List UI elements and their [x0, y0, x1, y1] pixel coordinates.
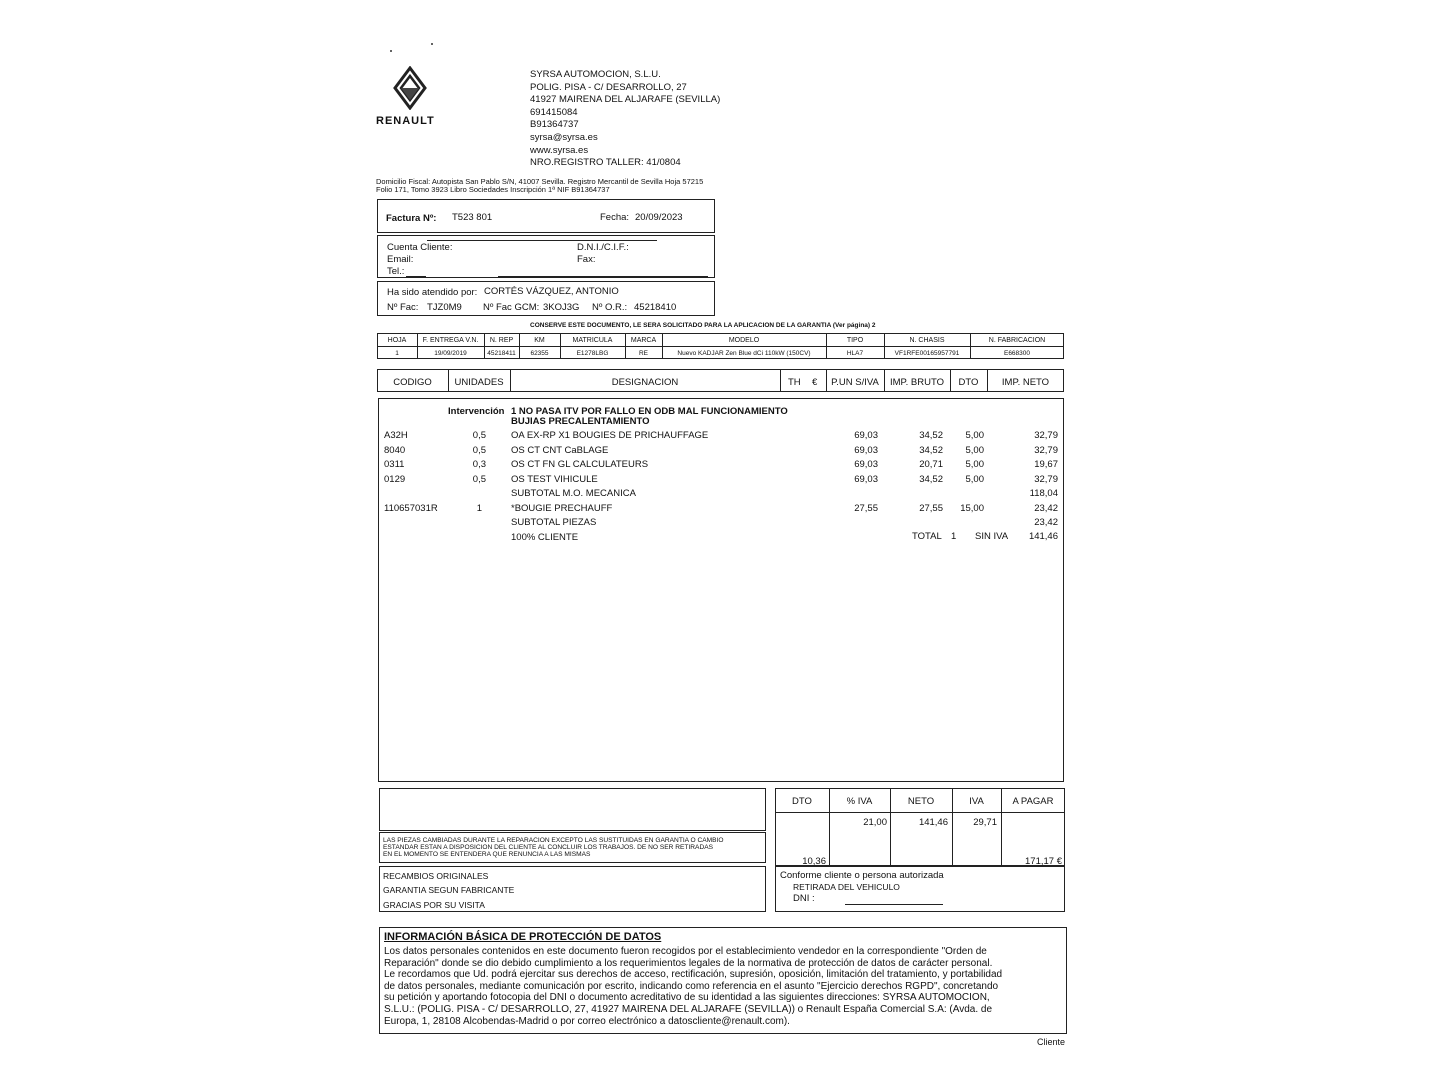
- row-neto: 23,42: [1034, 503, 1058, 514]
- row-units: 0,5: [472, 430, 486, 441]
- header-neto: IMP. NETO: [1001, 377, 1050, 388]
- vehicle-header-entrega: F. ENTREGA V.N.: [422, 337, 479, 344]
- totals-iva: 29,71: [973, 817, 997, 828]
- vehicle-header-hoja: HOJA: [387, 337, 407, 344]
- vehicle-marca: RE: [638, 350, 649, 357]
- vehicle-tipo: HLA7: [846, 350, 864, 357]
- row-pun: 69,03: [854, 430, 878, 441]
- totals-header-dto: DTO: [792, 796, 812, 807]
- company-line: B91364737: [530, 119, 579, 131]
- factura-number: T523 801: [452, 212, 493, 223]
- privacy-line: Los datos personales contenidos en este documento fueron recogidos por el establecimiento vendedor en la correspondiente "Orden de: [384, 946, 987, 957]
- row-neto: 32,79: [1034, 430, 1058, 441]
- brand-name: RENAULT: [376, 115, 435, 127]
- totals-header-a-pagar: A PAGAR: [1012, 796, 1054, 807]
- row-units: 0,5: [472, 474, 486, 485]
- vehicle-header-km: KM: [534, 337, 545, 344]
- header-codigo: CODIGO: [393, 377, 432, 388]
- row-desc: OS CT CNT CaBLAGE: [511, 445, 609, 456]
- totals-header-neto: NETO: [907, 796, 935, 807]
- nfac-value: TJZ0M9: [427, 302, 462, 313]
- row-code: A32H: [384, 430, 408, 441]
- scan-speck: [431, 43, 433, 45]
- vehicle-header-tipo: TIPO: [846, 337, 864, 344]
- company-line: 41927 MAIRENA DEL ALJARAFE (SEVILLA): [530, 94, 721, 106]
- privacy-line: Europa, 1, 28108 Alcobendas-Madrid o por correo electrónico a datoscliente@renault.com).: [384, 1015, 790, 1027]
- row-desc: OS TEST VIHICULE: [511, 474, 598, 485]
- row-neto: 32,79: [1034, 445, 1058, 456]
- row-neto: 32,79: [1034, 474, 1058, 485]
- header-designacion: DESIGNACION: [611, 377, 679, 388]
- or-label: Nº O.R.:: [592, 302, 628, 313]
- header-pun: P.UN S/IVA: [831, 377, 879, 388]
- row-units: 0,5: [472, 445, 486, 456]
- company-line: SYRSA AUTOMOCION, S.L.U.: [530, 69, 661, 80]
- row-dto: 5,00: [965, 459, 984, 470]
- privacy-line: S.L.U.: (POLIG. PISA - C/ DESARROLLO, 27, 41927 MAIRENA DEL ALJARAFE (SEVILLA)) o Renault España Comercial S.A: (Avda. de: [384, 1003, 993, 1015]
- vehicle-modelo: Nuevo KADJAR Zen Blue dCi 110kW (150CV): [677, 350, 811, 357]
- vehicle-header-nrep: N. REP: [489, 337, 514, 344]
- blank-notes-box: [379, 788, 766, 831]
- total-num: 1: [951, 531, 957, 542]
- attended-label: Ha sido atendido por:: [387, 287, 478, 298]
- factura-label: Factura Nº:: [386, 213, 437, 224]
- company-line: syrsa@syrsa.es: [530, 131, 598, 143]
- fax-label: Fax:: [577, 254, 596, 265]
- subtotal-mo-label: SUBTOTAL M.O. MECANICA: [511, 488, 636, 499]
- scan-speck: [390, 50, 392, 52]
- vehicle-nrep: 45218411: [487, 350, 516, 357]
- intervention-label: Intervención: [448, 406, 505, 417]
- renault-logo-icon: [391, 66, 429, 110]
- or-value: 45218410: [634, 302, 677, 313]
- row-desc: *BOUGIE PRECHAUFF: [511, 503, 613, 514]
- vehicle-entrega: 19/09/2019: [434, 350, 467, 357]
- header-dto: DTO: [958, 377, 979, 388]
- row-dto: 5,00: [965, 430, 984, 441]
- gcm-label: Nº Fac GCM:: [483, 302, 540, 313]
- piezas-note-line: EN EL MOMENTO SE ENTENDERA QUE RENUNCIA A LAS MISMAS: [383, 851, 591, 858]
- company-line: NRO.REGISTRO TALLER: 41/0804: [530, 157, 681, 169]
- row-bruto: 34,52: [919, 445, 943, 456]
- row-code: 110657031R: [384, 503, 438, 514]
- totals-a-pagar-value: 171,17 €: [1025, 856, 1062, 867]
- row-code: 0311: [384, 459, 405, 470]
- privacy-line: de datos personales, mediante comunicación por escrito, indicando como referencia en el asunto "Ejercicio derechos RGPD", concretando: [384, 980, 999, 992]
- row-desc: OA EX-RP X1 BOUGIES DE PRICHAUFFAGE: [511, 430, 709, 441]
- totals-dto-value: 10,36: [802, 856, 826, 867]
- row-pun: 69,03: [854, 474, 878, 485]
- row-bruto: 34,52: [919, 474, 943, 485]
- row-units: 1: [476, 503, 482, 514]
- totals-header-iva: IVA: [969, 796, 984, 807]
- email-label: Email:: [387, 254, 414, 265]
- nfac-label: Nº Fac:: [387, 302, 419, 313]
- vehicle-chasis: VF1RFE00165957791: [894, 350, 960, 357]
- company-line: 691415084: [530, 106, 578, 118]
- attended-name: CORTÉS VÁZQUEZ, ANTONIO: [484, 286, 619, 297]
- totals-header-line: [775, 812, 1065, 813]
- cliente-pct: 100% CLIENTE: [511, 532, 579, 543]
- vehicle-header-modelo: MODELO: [728, 337, 760, 344]
- gracias-visita: GRACIAS POR SU VISITA: [383, 900, 485, 910]
- vehicle-header-chasis: N. CHASIS: [909, 337, 945, 344]
- row-neto: 19,67: [1034, 459, 1058, 470]
- vehicle-hoja: 1: [395, 350, 399, 357]
- privacy-line: su petición y aportando fotocopia del DNI o documento acreditativo de su identidad a las siguientes direcciones: SYRSA AUTOMOCION,: [384, 992, 990, 1004]
- row-bruto: 20,71: [919, 459, 943, 470]
- vehicle-km: 62355: [530, 350, 549, 357]
- totals-header-iva-pct: % IVA: [846, 796, 873, 807]
- row-code: 0129: [384, 474, 406, 485]
- privacy-line: Le recordamos que Ud. podrá ejercitar sus derechos de acceso, rectificación, supresión, oposición, limitación del tratamiento, y portabilidad: [384, 969, 1003, 981]
- vehicle-fabricacion: E668300: [1003, 350, 1031, 357]
- intervention-text: 1 NO PASA ITV POR FALLO EN ODB MAL FUNCIONAMIENTO: [511, 406, 788, 417]
- totals-neto: 141,46: [918, 817, 948, 828]
- header-th: TH: [788, 377, 801, 388]
- domicilio-fiscal: Domicilio Fiscal: Autopista San Pablo S/N, 41007 Sevilla. Registro Mercantil de Sevilla Hoja 57215: [376, 177, 704, 186]
- privacy-text: [384, 946, 1002, 1027]
- sin-iva-label: SIN IVA: [975, 531, 1009, 542]
- conforme-label: Conforme cliente o persona autorizada: [780, 870, 944, 881]
- fecha-value: 20/09/2023: [635, 212, 683, 223]
- tel-label: Tel.:: [387, 266, 405, 277]
- client-top-line: [427, 240, 657, 241]
- row-bruto: 34,52: [919, 430, 943, 441]
- total-value: 141,46: [1028, 531, 1058, 542]
- gcm-value: 3KOJ3G: [543, 302, 580, 313]
- vehicle-table-divider: [377, 346, 1064, 347]
- dni-cif-label: D.N.I./C.I.F.:: [577, 242, 629, 253]
- fecha-label: Fecha:: [600, 212, 630, 223]
- subtotal-piezas-label: SUBTOTAL PIEZAS: [511, 517, 597, 528]
- vehicle-matricula: E1278LBG: [576, 350, 609, 357]
- row-pun: 69,03: [854, 445, 878, 456]
- total-label: TOTAL: [912, 531, 942, 542]
- totals-iva-pct: 21,00: [863, 817, 887, 828]
- garantia-fabricante: GARANTIA SEGUN FABRICANTE: [383, 885, 515, 895]
- row-units: 0,3: [472, 459, 486, 470]
- privacy-title: INFORMACIÓN BÁSICA DE PROTECCIÓN DE DATOS: [384, 931, 662, 943]
- vehicle-header-matricula: MATRICULA: [572, 337, 613, 344]
- vehicle-header-fabricacion: N. FABRICACION: [988, 337, 1046, 344]
- row-bruto: 27,55: [919, 503, 943, 514]
- subtotal-piezas-value: 23,42: [1034, 517, 1058, 528]
- row-pun: 69,03: [854, 459, 878, 470]
- copy-label: Cliente: [1037, 1037, 1066, 1047]
- dni-label: DNI :: [793, 893, 815, 904]
- piezas-note-line: LAS PIEZAS CAMBIADAS DURANTE LA REPARACION EXCEPTO LAS SUSTITUIDAS EN GARANTIA O CAMBIO: [383, 837, 724, 844]
- tel-underline: [406, 276, 426, 277]
- subtotal-mo-value: 118,04: [1029, 488, 1058, 499]
- fax-underline: [498, 276, 708, 277]
- company-info: [530, 69, 720, 170]
- vehicle-header-marca: MARCA: [630, 337, 657, 344]
- row-dto: 5,00: [965, 445, 984, 456]
- conserve-note: CONSERVE ESTE DOCUMENTO, LE SERA SOLICITADO PARA LA APLICACION DE LA GARANTIA (Ver página) 2: [530, 322, 876, 329]
- intervention-text-2: BUJIAS PRECALENTAMIENTO: [511, 416, 650, 427]
- privacy-line: Reparación" donde se dio debido cumplimiento a los requerimientos legales de la normativa de protección de datos de carácter personal.: [384, 957, 993, 969]
- recambios-originales: RECAMBIOS ORIGINALES: [383, 871, 489, 881]
- row-dto: 15,00: [960, 503, 984, 514]
- piezas-note-line: ESTANDAR ESTAN A DISPOSICION DEL CLIENTE AL CONCLUIR LOS TRABAJOS. DE NO SER RETIRADAS: [383, 844, 714, 851]
- row-pun: 27,55: [854, 503, 878, 514]
- header-bruto: IMP. BRUTO: [889, 377, 945, 388]
- domicilio-folio: Folio 171, Tomo 3923 Libro Sociedades Inscripción 1ª NIF B91364737: [376, 185, 610, 194]
- dni-signature-line: [845, 904, 943, 905]
- row-code: 8040: [384, 445, 406, 456]
- company-line: www.syrsa.es: [530, 144, 589, 156]
- header-euro: €: [812, 377, 818, 388]
- header-unidades: UNIDADES: [454, 377, 504, 388]
- row-dto: 5,00: [965, 474, 984, 485]
- lines-header-sep: [780, 369, 781, 392]
- cuenta-cliente-label: Cuenta Cliente:: [387, 242, 453, 253]
- row-desc: OS CT FN GL CALCULATEURS: [511, 459, 649, 470]
- company-line: POLIG. PISA - C/ DESARROLLO, 27: [530, 81, 687, 93]
- retirada-label: RETIRADA DEL VEHICULO: [793, 882, 900, 892]
